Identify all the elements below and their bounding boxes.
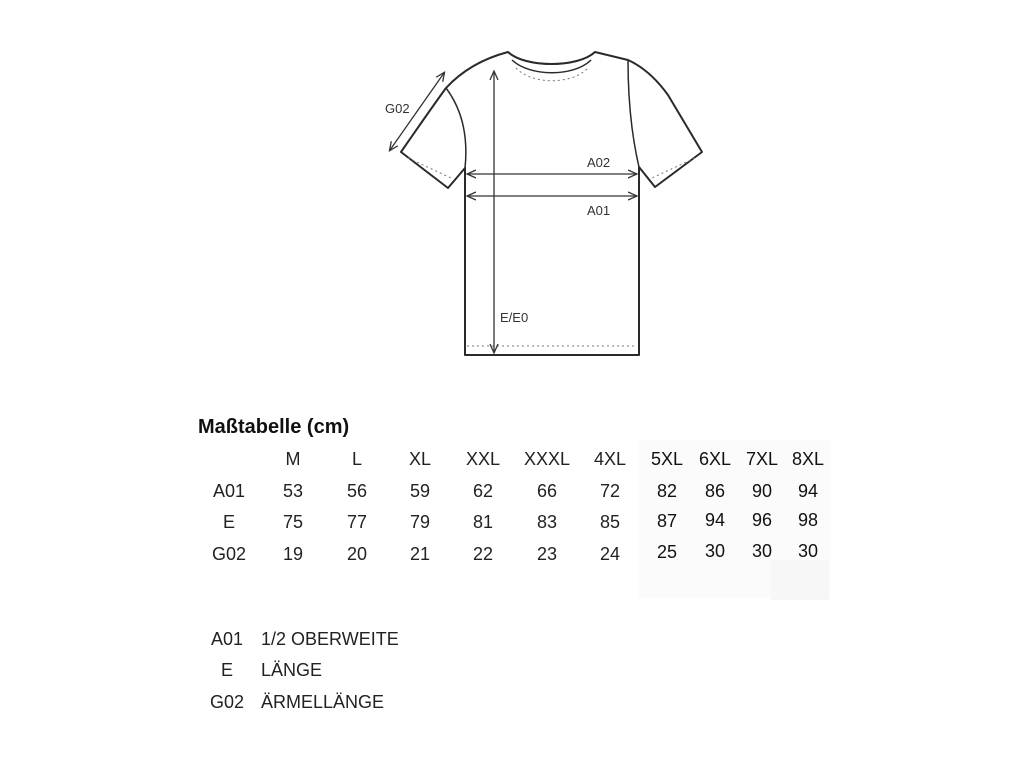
extended-sizes-background-tail [771,560,829,600]
table-cell: 66 [536,481,558,501]
size-header: XXL [465,449,501,469]
chest-upper-label: A02 [587,155,611,170]
chest-label: A01 [587,203,611,218]
table-cell: 23 [536,544,558,564]
table-cell: 82 [656,481,678,501]
table-cell: 62 [472,481,494,501]
table-cell: 83 [536,512,558,532]
table-cell: 81 [472,512,494,532]
table-cell: 79 [409,512,431,532]
table-cell: 86 [704,481,726,501]
table-cell: 22 [472,544,494,564]
table-cell: 98 [797,510,819,530]
table-cell: 72 [599,481,621,501]
table-cell: 59 [409,481,431,501]
size-header: M [285,449,301,469]
table-cell: 94 [704,510,726,530]
size-header: XXXL [523,449,571,469]
table-cell: 19 [282,544,304,564]
table-cell: 24 [599,544,621,564]
legend-text: LÄNGE [261,660,323,680]
row-label: G02 [211,544,247,564]
legend-code: A01 [210,629,244,649]
table-cell: 94 [797,481,819,501]
size-header: 6XL [698,449,732,469]
tshirt-outline [401,52,702,355]
legend-text: 1/2 OBERWEITE [261,629,399,649]
size-header: 7XL [745,449,779,469]
table-cell: 30 [751,541,773,561]
size-header: 4XL [593,449,627,469]
table-cell: 96 [751,510,773,530]
table-cell: 53 [282,481,304,501]
table-cell: 30 [797,541,819,561]
table-cell: 85 [599,512,621,532]
legend-code: E [220,660,234,680]
sleeve-label: G02 [385,101,410,116]
row-label: A01 [212,481,246,501]
legend-text: ÄRMELLÄNGE [261,692,385,712]
table-cell: 90 [751,481,773,501]
table-cell: 56 [346,481,368,501]
table-cell: 25 [656,542,678,562]
size-header: 8XL [791,449,825,469]
table-cell: 21 [409,544,431,564]
size-header: XL [408,449,432,469]
legend-code: G02 [209,692,245,712]
size-table-title: Maßtabelle (cm) [198,416,350,438]
table-cell: 87 [656,511,678,531]
table-cell: 77 [346,512,368,532]
table-cell: 20 [346,544,368,564]
length-label: E/E0 [500,310,529,325]
row-label: E [222,512,236,532]
size-header: 5XL [650,449,684,469]
size-header: L [351,449,363,469]
table-cell: 75 [282,512,304,532]
table-cell: 30 [704,541,726,561]
